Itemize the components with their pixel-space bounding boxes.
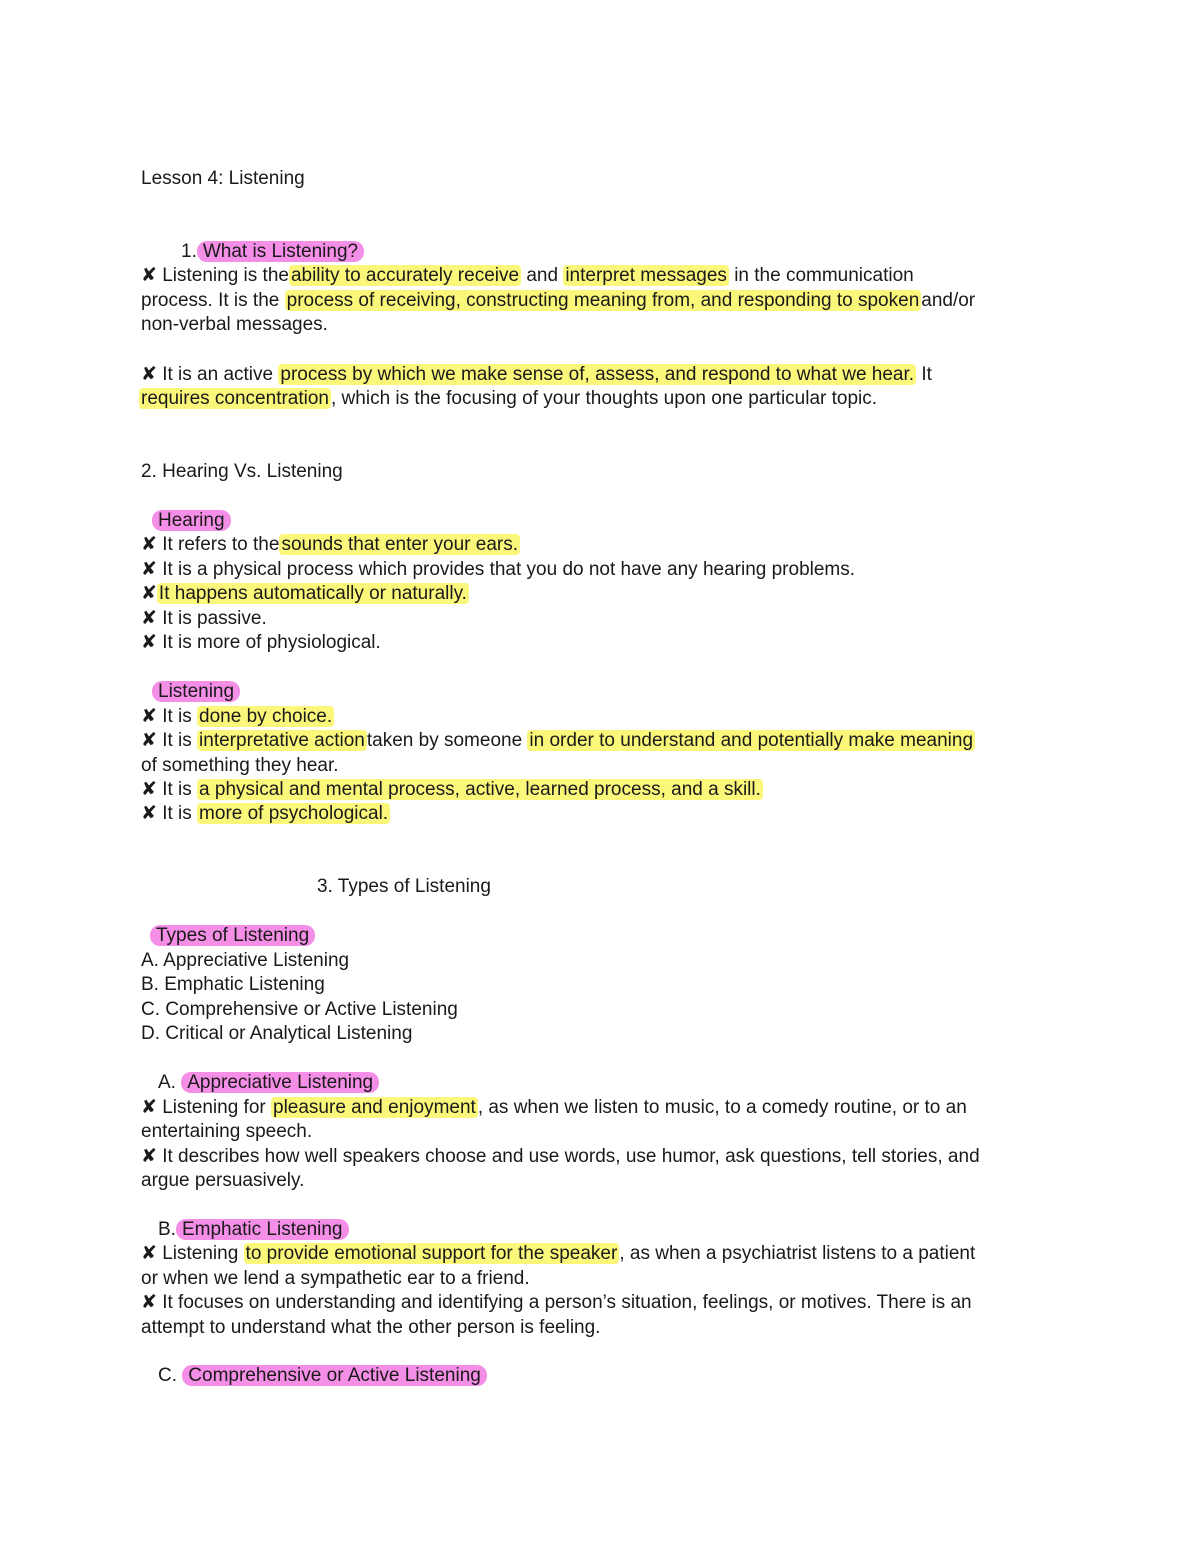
emphatic-bullet-2 — [141, 1291, 972, 1315]
text: It is — [162, 706, 192, 727]
highlight: It happens automatically or naturally. — [158, 583, 467, 604]
text: It is — [162, 779, 192, 800]
highlight: requires concentration — [141, 388, 329, 409]
listening-bullet-3 — [141, 778, 763, 802]
listening-label — [152, 680, 240, 704]
section-1-heading — [181, 240, 364, 264]
types-label — [150, 924, 315, 948]
text: It is an active — [162, 364, 274, 385]
text: It focuses on understanding and identifying a person’s situation, feelings, or motives. There is an — [162, 1292, 972, 1313]
label-highlight: Comprehensive or Active Listening — [182, 1365, 487, 1386]
text: process. It is the — [141, 290, 280, 311]
listening-bullet-2-cont: of something they hear. — [141, 755, 339, 776]
s1-p2-line1 — [141, 363, 932, 387]
text: and/or — [921, 290, 976, 311]
highlight: pleasure and enjoyment — [273, 1097, 476, 1118]
highlight: interpretative action — [199, 730, 365, 751]
label-highlight: Listening — [152, 681, 240, 702]
x-mark-icon: ✘ — [141, 632, 157, 653]
highlight: more of psychological. — [199, 803, 389, 824]
text: taken by someone — [366, 730, 523, 751]
x-mark-icon: ✘ — [141, 706, 157, 727]
highlight: process of receiving, constructing meaning from, and responding to spoken — [286, 290, 920, 311]
listening-bullet-4 — [141, 802, 390, 826]
text: It is — [162, 803, 192, 824]
label-highlight: Emphatic Listening — [176, 1219, 349, 1240]
page-title: Lesson 4: Listening — [141, 168, 305, 189]
text: C. — [158, 1365, 177, 1386]
label-highlight: Hearing — [152, 510, 231, 531]
types-item-d: D. Critical or Analytical Listening — [141, 1023, 413, 1044]
text: It is passive. — [162, 608, 267, 629]
emphatic-bullet-1-cont: or when we lend a sympathetic ear to a friend. — [141, 1268, 530, 1289]
highlight: process by which we make sense of, assess, and respond to what we hear. — [280, 364, 915, 385]
x-mark-icon: ✘ — [141, 779, 157, 800]
appreciative-heading — [158, 1071, 379, 1095]
x-mark-icon: ✘ — [141, 1146, 157, 1167]
text: Listening — [162, 1243, 239, 1264]
types-item-c: C. Comprehensive or Active Listening — [141, 999, 458, 1020]
highlight: sounds that enter your ears. — [281, 534, 519, 555]
appreciative-bullet-2-cont: argue persuasively. — [141, 1170, 305, 1191]
text: It is — [162, 730, 192, 751]
text: It is a physical process which provides that you do not have any hearing problems. — [162, 559, 856, 580]
x-mark-icon: ✘ — [141, 534, 157, 555]
text: A. — [158, 1072, 176, 1093]
s1-p2-line2 — [139, 387, 877, 411]
hearing-label — [152, 509, 231, 533]
section-3-heading: 3. Types of Listening — [317, 876, 491, 897]
x-mark-icon: ✘ — [141, 364, 157, 385]
emphatic-bullet-2-cont: attempt to understand what the other person is feeling. — [141, 1317, 601, 1338]
text: It refers to the — [162, 534, 280, 555]
emphatic-bullet-1 — [141, 1242, 975, 1266]
highlight: ability to accurately receive — [290, 265, 520, 286]
text: It — [921, 364, 932, 385]
x-mark-icon: ✘ — [141, 265, 157, 286]
appreciative-bullet-2 — [141, 1145, 980, 1169]
x-mark-icon: ✘ — [141, 583, 157, 604]
label-highlight: Appreciative Listening — [181, 1072, 379, 1093]
hearing-bullet-5 — [141, 631, 381, 655]
text: Listening for — [162, 1097, 266, 1118]
x-mark-icon: ✘ — [141, 1097, 157, 1118]
x-mark-icon: ✘ — [141, 559, 157, 580]
s1-p1-line2 — [141, 289, 975, 313]
x-mark-icon: ✘ — [141, 1243, 157, 1264]
text: Listening is the — [162, 265, 289, 286]
text: and — [526, 265, 559, 286]
highlight: done by choice. — [199, 706, 333, 727]
listening-bullet-1 — [141, 705, 334, 729]
comprehensive-heading — [158, 1364, 487, 1388]
emphatic-heading — [158, 1218, 349, 1242]
s1-p1-line1 — [141, 264, 914, 288]
text: B. — [158, 1219, 176, 1240]
types-item-b: B. Emphatic Listening — [141, 974, 325, 995]
text: It describes how well speakers choose and use words, use humor, ask questions, tell stories, and — [162, 1146, 980, 1167]
section-2-heading: 2. Hearing Vs. Listening — [141, 461, 343, 482]
highlight: in order to understand and potentially make meaning — [529, 730, 974, 751]
hearing-bullet-3 — [141, 582, 469, 606]
highlight: to provide emotional support for the speaker — [245, 1243, 618, 1264]
hearing-bullet-4 — [141, 607, 267, 631]
x-mark-icon: ✘ — [141, 608, 157, 629]
section-1-title: What is Listening? — [197, 241, 364, 262]
types-item-a: A. Appreciative Listening — [141, 950, 350, 971]
appreciative-bullet-1 — [141, 1096, 967, 1120]
section-number: 1. — [181, 241, 197, 262]
hearing-bullet-1 — [141, 533, 520, 557]
text: It is more of physiological. — [162, 632, 381, 653]
x-mark-icon: ✘ — [141, 730, 157, 751]
text: , as when a psychiatrist listens to a patient — [619, 1243, 976, 1264]
s1-p1-line3: non-verbal messages. — [141, 314, 328, 335]
listening-bullet-2 — [141, 729, 975, 753]
text: , which is the focusing of your thoughts upon one particular topic. — [331, 388, 878, 409]
text: , as when we listen to music, to a comedy routine, or to an — [477, 1097, 967, 1118]
highlight: a physical and mental process, active, learned process, and a skill. — [199, 779, 761, 800]
label-highlight: Types of Listening — [150, 925, 315, 946]
highlight: interpret messages — [565, 265, 727, 286]
text: in the communication — [734, 265, 914, 286]
hearing-bullet-2 — [141, 558, 855, 582]
x-mark-icon: ✘ — [141, 1292, 157, 1313]
appreciative-bullet-1-cont: entertaining speech. — [141, 1121, 313, 1142]
x-mark-icon: ✘ — [141, 803, 157, 824]
